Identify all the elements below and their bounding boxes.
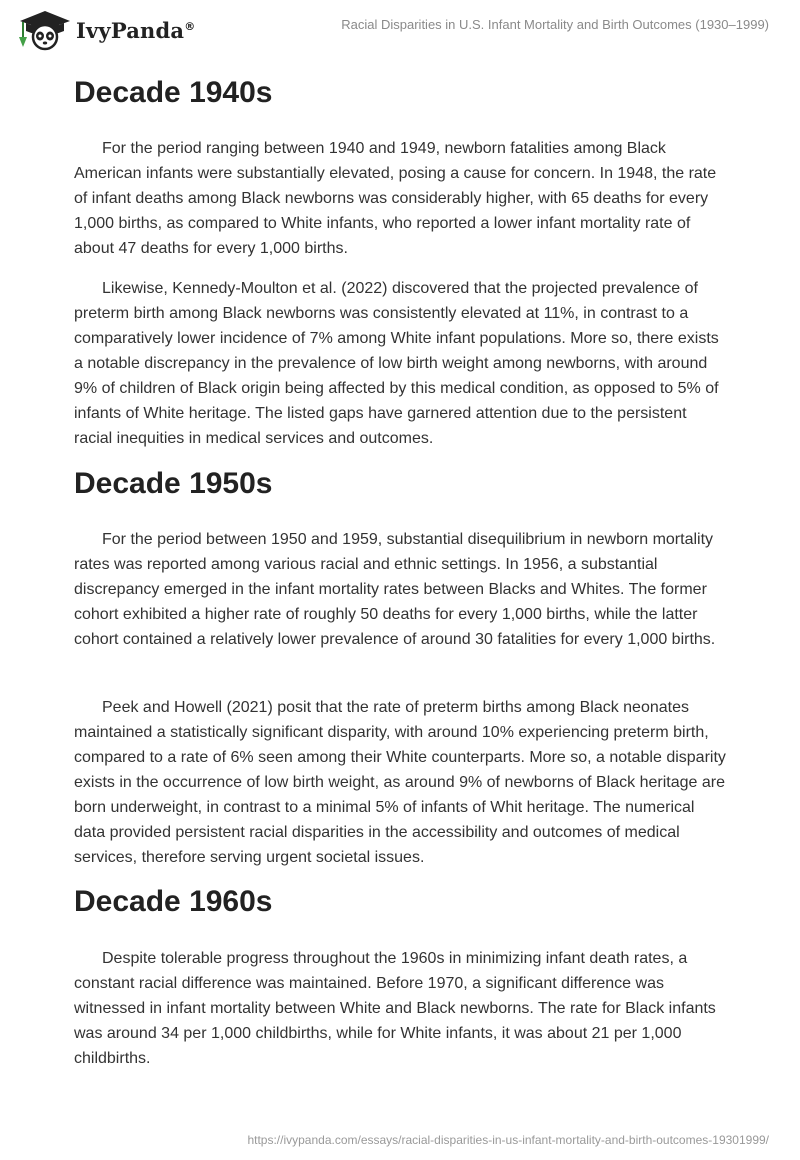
paragraph-1950s-1: For the period between 1950 and 1959, substantial disequilibrium in newborn mortality rates was reported among various racial and ethnic settings. In 1956, a substantial discrepancy emerged in the infant mortality rates between Blacks and Whites. The former cohort exhibited a higher rate of roughly 50 deaths for every 1,000 births, while the latter cohort contained a relatively lower prevalence of around 30 fatalities for every 1,000 births. (74, 531, 716, 648)
paragraph-1940s-2: Likewise, Kennedy-Moulton et al. (2022) discovered that the projected prevalence of preterm birth among Black newborns was consistently elevated at 11%, in contrast to a comparatively lower incidence of 7% among White infant populations. More so, there exists a notable discrepancy in the prevalence of low birth weight among newborns, with around 9% of children of Black origin being affected by this medical condition, as opposed to 5% of infants of White heritage. The listed gaps have garnered attention due to the persistent racial inequities in medical services and outcomes. (74, 280, 719, 447)
source-url-link[interactable]: https://ivypanda.com/essays/racial-disparities-in-us-infant-mortality-and-birth-outcomes-19301999/ (247, 1133, 769, 1147)
paragraph-1960s-1: Despite tolerable progress throughout the 1960s in minimizing infant death rates, a constant racial difference was maintained. Before 1970, a significant difference was witnessed in infant mortality between White and Black newborns. The rate for Black infants was around 34 per 1,000 childbirths, while for White infants, it was about 21 per 1,000 childbirths. (74, 950, 716, 1067)
section-heading-1960s: Decade 1960s (74, 885, 273, 918)
section-heading-1940s: Decade 1940s (74, 76, 273, 109)
brand-logo[interactable] (14, 7, 195, 53)
registered-mark: ® (184, 19, 196, 33)
graduation-panda-icon (14, 7, 76, 53)
page-header (0, 0, 800, 60)
section-heading-1950s: Decade 1950s (74, 467, 273, 500)
paragraph-1940s-1: For the period ranging between 1940 and 1949, newborn fatalities among Black American infants were substantially elevated, posing a cause for concern. In 1948, the rate of infant deaths among Black newborns was considerably higher, with 65 deaths for every 1,000 births, as compared to White infants, who reported a lower infant mortality rate of about 47 deaths for every 1,000 births. (74, 140, 717, 257)
brand-name: IvyPanda® (76, 17, 196, 43)
paragraph-1950s-2: Peek and Howell (2021) posit that the rate of preterm births among Black neonates maintained a statistically significant disparity, with around 10% experiencing preterm birth, compared to a rate of 6% seen among their White counterparts. More so, a notable disparity exists in the occurrence of low birth weight, as around 9% of newborns of Black heritage are born underweight, in contrast to a minimal 5% of infants of Whit heritage. The numerical data provided persistent racial disparities in the accessibility and outcomes of medical services, therefore serving urgent societal issues. (74, 699, 726, 866)
document-title: Racial Disparities in U.S. Infant Mortality and Birth Outcomes (1930–1999) (341, 17, 769, 32)
